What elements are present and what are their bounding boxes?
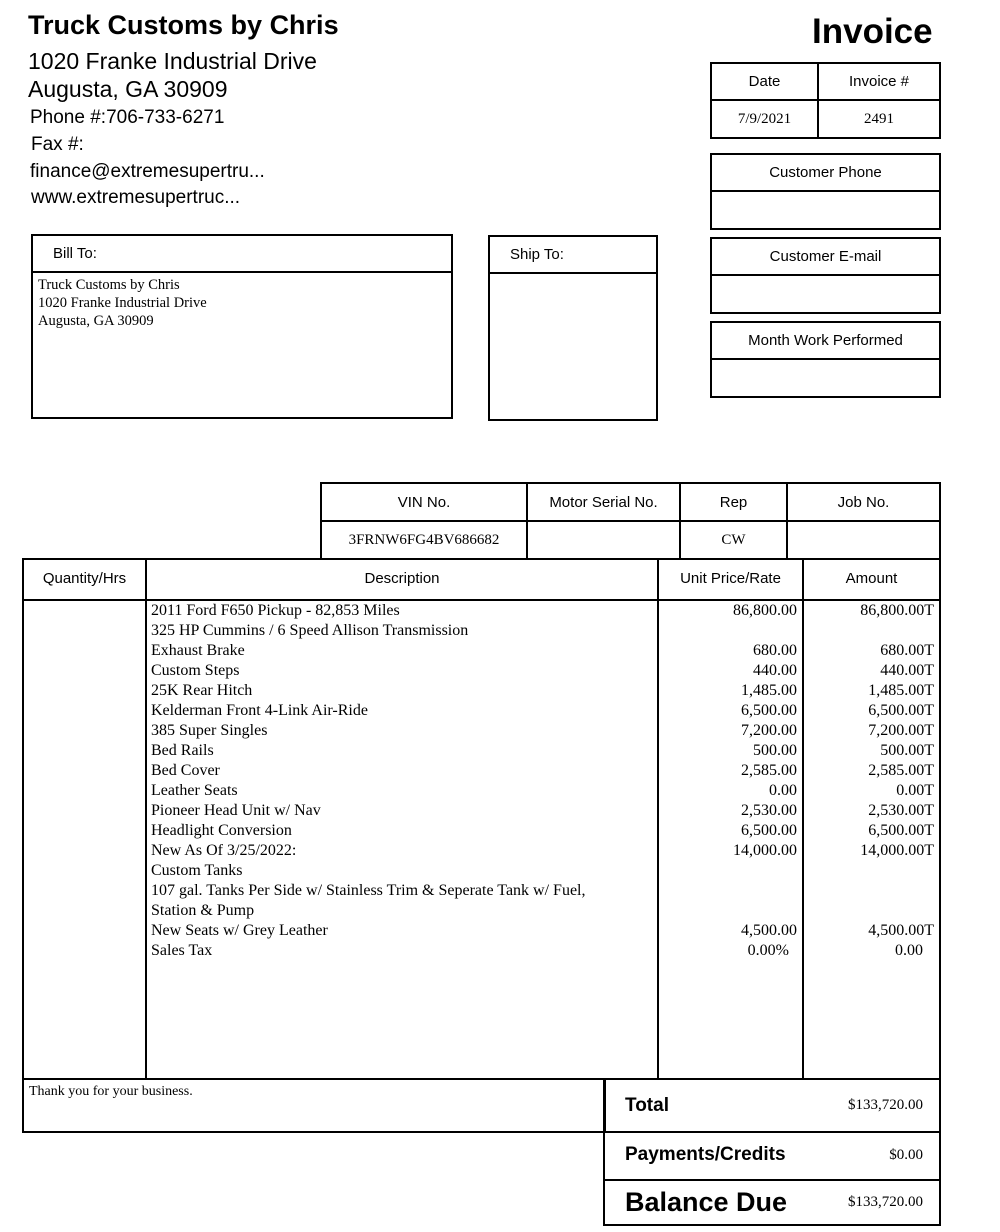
vehicle-info-table	[320, 482, 941, 560]
item-amount: 86,800.00T	[860, 602, 934, 619]
item-amount: 0.00T	[896, 782, 934, 799]
ship-to-label: Ship To:	[490, 237, 656, 274]
item-description: Leather Seats	[151, 782, 238, 799]
item-description: 385 Super Singles	[151, 722, 268, 739]
unit-price-header: Unit Price/Rate	[680, 570, 781, 587]
bill-to-line: Truck Customs by Chris	[38, 277, 180, 293]
table-row	[24, 781, 939, 801]
item-amount: 2,530.00T	[868, 802, 934, 819]
table-row	[24, 841, 939, 861]
item-amount: 4,500.00T	[868, 922, 934, 939]
item-amount: 6,500.00T	[868, 702, 934, 719]
item-amount: 440.00T	[880, 662, 934, 679]
item-rate: 6,500.00	[741, 822, 797, 839]
customer-phone-value	[712, 192, 939, 228]
month-work-performed-label: Month Work Performed	[712, 323, 939, 360]
item-amount: 0.00	[895, 942, 923, 959]
customer-email-value	[712, 276, 939, 312]
table-row	[24, 901, 939, 921]
table-row	[24, 601, 939, 621]
item-description: Kelderman Front 4-Link Air-Ride	[151, 702, 368, 719]
item-rate: 0.00	[769, 782, 797, 799]
item-description: 107 gal. Tanks Per Side w/ Stainless Trim & Seperate Tank w/ Fuel,	[151, 882, 586, 899]
item-rate: 2,585.00	[741, 762, 797, 779]
table-row	[24, 741, 939, 761]
line-items-table	[22, 558, 941, 1080]
item-rate: 4,500.00	[741, 922, 797, 939]
footer-message-box	[22, 1078, 606, 1133]
bill-to-line: 1020 Franke Industrial Drive	[38, 295, 207, 311]
payments-credits-row	[603, 1131, 941, 1181]
bill-to-box	[31, 234, 453, 419]
bill-to-address	[33, 273, 451, 330]
company-fax: Fax #:	[31, 134, 84, 155]
table-row	[24, 721, 939, 741]
item-rate: 440.00	[753, 662, 797, 679]
invoice-number-value: 2491	[864, 110, 894, 127]
item-rate: 86,800.00	[733, 602, 797, 619]
item-rate: 7,200.00	[741, 722, 797, 739]
table-row	[24, 761, 939, 781]
item-rate: 0.00%	[747, 942, 789, 959]
company-website: www.extremesupertruc...	[31, 187, 241, 208]
month-work-performed-value	[712, 360, 939, 396]
company-name: Truck Customs by Chris	[28, 10, 339, 40]
item-amount: 1,485.00T	[868, 682, 934, 699]
document-title: Invoice	[812, 12, 933, 51]
footer-message: Thank you for your business.	[29, 1084, 193, 1099]
month-work-performed-box	[710, 321, 941, 398]
item-description: 25K Rear Hitch	[151, 682, 253, 699]
rep-value: CW	[681, 522, 788, 560]
table-row	[24, 661, 939, 681]
invoice-number-label: Invoice #	[819, 64, 939, 101]
item-description: New Seats w/ Grey Leather	[151, 922, 328, 939]
company-address-line2: Augusta, GA 30909	[28, 76, 228, 102]
item-amount: 2,585.00T	[868, 762, 934, 779]
item-description: Custom Tanks	[151, 862, 243, 879]
table-row	[24, 801, 939, 821]
customer-phone-label: Customer Phone	[712, 155, 939, 192]
table-row	[24, 861, 939, 881]
item-rate: 1,485.00	[741, 682, 797, 699]
rep-header: Rep	[681, 484, 788, 522]
item-description: Sales Tax	[151, 942, 213, 959]
vin-value: 3FRNW6FG4BV686682	[322, 522, 528, 560]
amount-header: Amount	[845, 570, 898, 587]
item-description: 2011 Ford F650 Pickup - 82,853 Miles	[151, 602, 400, 619]
table-row	[24, 701, 939, 721]
item-description: Pioneer Head Unit w/ Nav	[151, 802, 321, 819]
item-description: Bed Cover	[151, 762, 220, 779]
total-row	[603, 1078, 941, 1133]
table-row	[24, 881, 939, 901]
item-rate: 680.00	[753, 642, 797, 659]
bill-to-line: Augusta, GA 30909	[38, 313, 154, 329]
table-row	[24, 921, 939, 941]
item-description: Station & Pump	[151, 902, 255, 919]
item-amount: 500.00T	[880, 742, 934, 759]
customer-email-box	[710, 237, 941, 314]
table-row	[24, 821, 939, 841]
item-amount: 680.00T	[880, 642, 934, 659]
payments-credits-value: $0.00	[889, 1146, 923, 1163]
description-header: Description	[364, 570, 440, 587]
ship-to-box	[488, 235, 658, 421]
item-amount: 7,200.00T	[868, 722, 934, 739]
balance-due-value: $133,720.00	[848, 1194, 923, 1210]
item-amount: 6,500.00T	[868, 822, 934, 839]
item-rate: 500.00	[753, 742, 797, 759]
payments-credits-label: Payments/Credits	[625, 1144, 786, 1165]
line-items-body	[24, 601, 939, 961]
customer-email-label: Customer E-mail	[712, 239, 939, 276]
item-description: 325 HP Cummins / 6 Speed Allison Transmission	[151, 622, 469, 639]
table-row	[24, 941, 939, 961]
customer-phone-box	[710, 153, 941, 230]
item-rate: 14,000.00	[733, 842, 797, 859]
motor-serial-value	[528, 522, 681, 560]
item-rate: 6,500.00	[741, 702, 797, 719]
invoice-meta-table	[710, 62, 941, 139]
balance-due-row	[603, 1179, 941, 1226]
motor-serial-header: Motor Serial No.	[528, 484, 681, 522]
table-row	[24, 621, 939, 641]
total-value: $133,720.00	[848, 1097, 923, 1113]
job-number-header: Job No.	[788, 484, 939, 522]
job-number-value	[788, 522, 939, 560]
item-description: New As Of 3/25/2022:	[151, 842, 297, 859]
total-label: Total	[625, 1094, 669, 1116]
vin-header: VIN No.	[322, 484, 528, 522]
item-description: Exhaust Brake	[151, 642, 245, 659]
company-email: finance@extremesupertru...	[30, 161, 265, 182]
item-rate: 2,530.00	[741, 802, 797, 819]
bill-to-label: Bill To:	[33, 236, 451, 273]
table-row	[24, 641, 939, 661]
balance-due-label: Balance Due	[625, 1187, 788, 1217]
date-label: Date	[712, 64, 819, 101]
company-phone: Phone #:706-733-6271	[30, 107, 225, 128]
company-address-line1: 1020 Franke Industrial Drive	[28, 48, 317, 74]
quantity-header: Quantity/Hrs	[42, 570, 127, 587]
item-description: Headlight Conversion	[151, 822, 292, 839]
item-description: Bed Rails	[151, 742, 214, 759]
table-row	[24, 681, 939, 701]
date-value: 7/9/2021	[712, 101, 819, 137]
item-description: Custom Steps	[151, 662, 240, 679]
item-amount: 14,000.00T	[860, 842, 934, 859]
